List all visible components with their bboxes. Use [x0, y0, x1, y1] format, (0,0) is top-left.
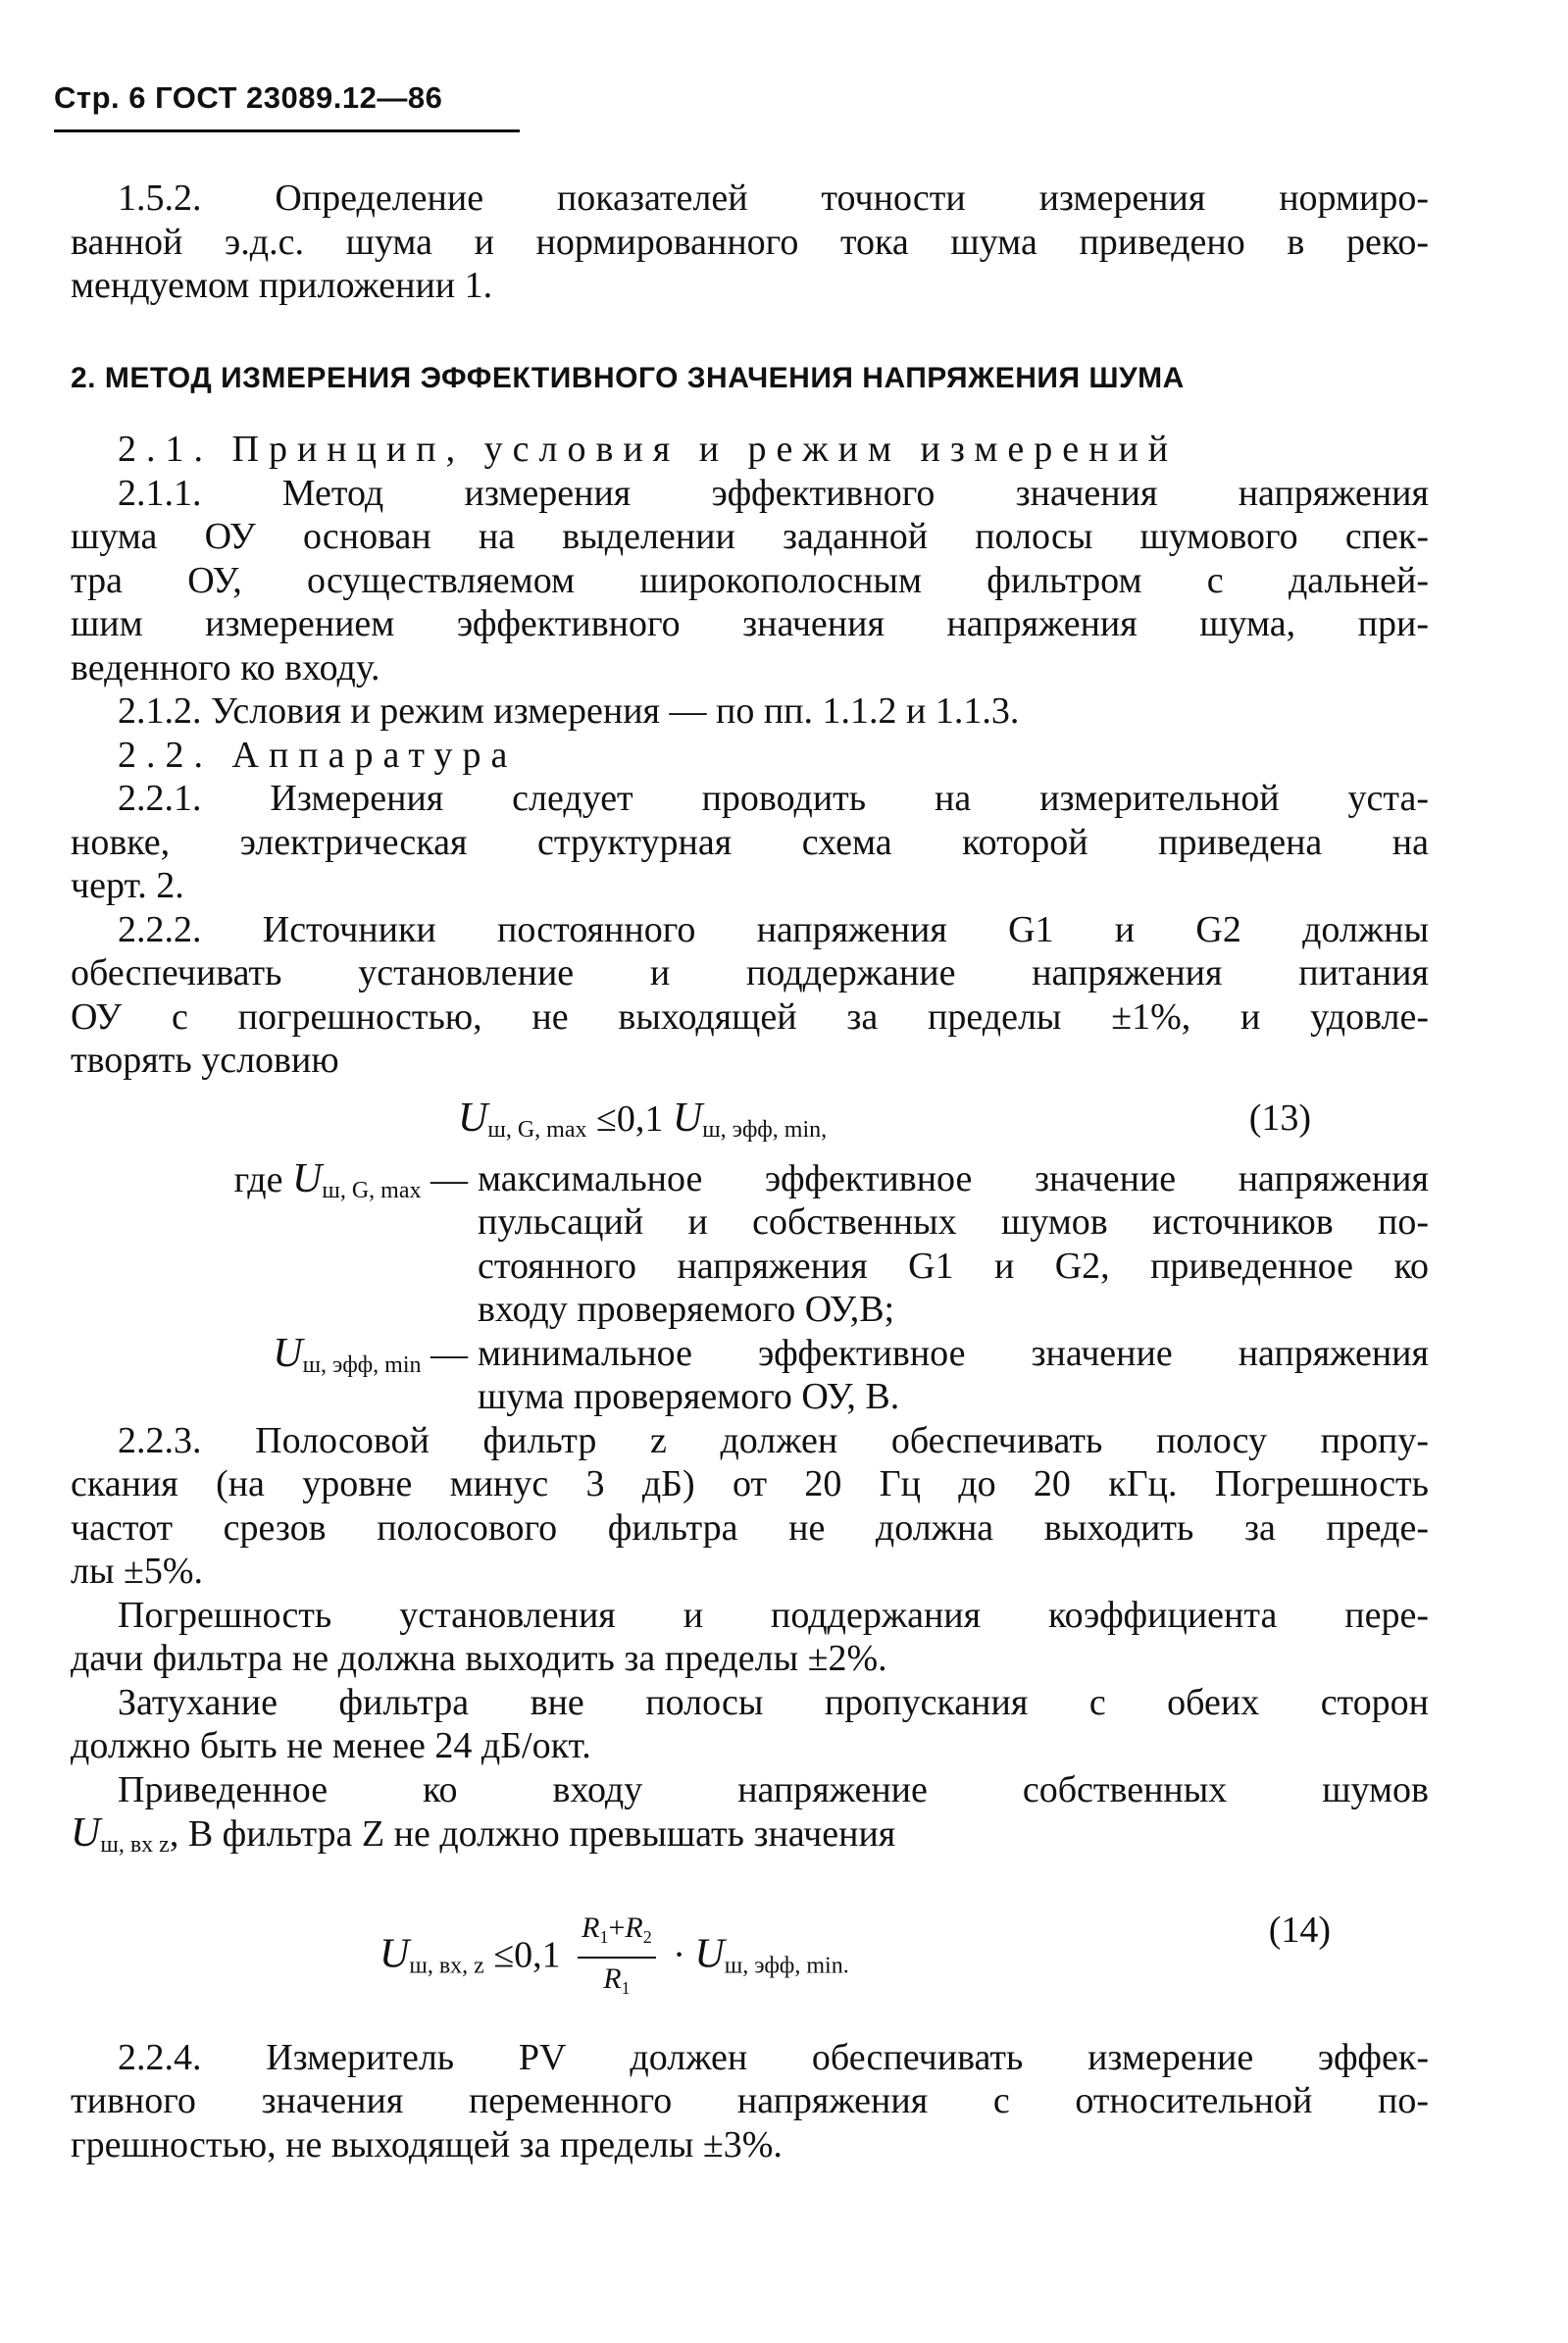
formula-14-expression: $U_{ш, вх, z} \le 0,1$ $\frac{R_1+R_2}{R_1}$ · $U_{ш, эфф, min.}$	[379, 1909, 849, 2009]
p223-line2: скания (на уровне минус 3 дБ) от 20 Гц до 20 кГц. Погрешность	[71, 1463, 1429, 1504]
p224-line1: 2.2.4. Измеритель PV должен обеспечивать измерение эффек-	[118, 2036, 1429, 2078]
p152-line1: 1.5.2. Определение показателей точности измерения нормиро-	[118, 178, 1429, 219]
formula-13	[71, 1091, 1429, 1151]
p-noise-line2: $U_{ш, вх z}$, В фильтра Z не должно превышать значения	[71, 1810, 896, 1858]
p152-line2: ванной э.д.с. шума и нормированного тока шума приведено в реко-	[71, 221, 1429, 263]
definition-2-term: $U_{ш, эфф, min}$ —	[273, 1330, 468, 1378]
p221-line2: новке, электрическая структурная схема которой приведена на	[71, 821, 1429, 863]
p211-line3: тра ОУ, осуществляемом широкополосным фильтром с дальней-	[71, 559, 1429, 601]
formula-13-number: (13)	[1248, 1096, 1311, 1139]
p152-line3: мендуемом приложении 1.	[71, 265, 493, 306]
definition-2-text: минимальное эффективное значение напряжения шума проверяемого ОУ, В.	[478, 1332, 1429, 1417]
definition-1-text: максимальное эффективное значение напряжения пульсаций и собственных шумов источников по- стоянного напряжения G1 и G2, приведенное ко входу проверяемого ОУ,В;	[478, 1157, 1429, 1330]
formula-14-fraction: $\frac{R_1+R_2}{R_1}$	[578, 1909, 656, 2009]
p224-line3: грешностью, не выходящей за пределы ±3%.	[71, 2123, 783, 2165]
p221-line3: черт. 2.	[71, 865, 184, 906]
formula-14-number: (14)	[1268, 1909, 1331, 1951]
p-attenuation-line1: Затухание фильтра вне полосы пропускания с обеих сторон	[118, 1681, 1429, 1723]
page-header: Стр. 6 ГОСТ 23089.12—86	[54, 80, 443, 115]
p223-line3: частот срезов полосового фильтра не должна выходить за преде-	[71, 1506, 1429, 1549]
section-2-title: 2. МЕТОД ИЗМЕРЕНИЯ ЭФФЕКТИВНОГО ЗНАЧЕНИЯ НАПРЯЖЕНИЯ ШУМА	[71, 361, 1185, 394]
p221-line1: 2.2.1. Измерения следует проводить на измерительной уста-	[118, 778, 1429, 819]
p222-line4: творять условию	[71, 1040, 339, 1081]
definition-1	[71, 1157, 1429, 1332]
p223-line1: 2.2.3. Полосовой фильтр z должен обеспечивать полосу пропу-	[118, 1419, 1429, 1461]
p223-line4: лы ±5%.	[71, 1551, 204, 1592]
formula-14	[71, 1891, 1429, 2018]
document-body	[71, 177, 1429, 2166]
header-rule	[54, 129, 520, 132]
p222-line1: 2.2.2. Источники постоянного напряжения G1 и G2 должны	[118, 908, 1429, 950]
p-error-line1: Погрешность установления и поддержания коэффициента пере-	[118, 1594, 1429, 1636]
p211-line1: 2.1.1. Метод измерения эффективного значения напряжения	[118, 472, 1429, 514]
subsection-2-1-title: 2.1. Принцип, условия и режим измерений	[118, 429, 1179, 470]
p211-line5: веденного ко входу.	[71, 646, 380, 688]
definitions-list	[71, 1157, 1429, 1419]
p222-line3: ОУ с погрешностью, не выходящей за пределы ±1%, и удовле-	[71, 995, 1429, 1038]
definition-1-term: где $U_{ш, G, max}$ —	[233, 1155, 468, 1203]
p-attenuation-line2: должно быть не менее 24 дБ/окт.	[71, 1725, 591, 1766]
p212: 2.1.2. Условия и режим измерения — по пп. 1.1.2 и 1.1.3.	[118, 690, 1020, 732]
subsection-2-2-title: 2.2. Аппаратура	[118, 734, 518, 776]
p211-line2: шума ОУ основан на выделении заданной полосы шумового спек-	[71, 516, 1429, 557]
p222-line2: обеспечивать установление и поддержание напряжения питания	[71, 952, 1429, 993]
formula-13-expression: $U_{ш, G, max} \le 0,1$ $U_{ш, эфф, min,}$	[458, 1095, 828, 1143]
p224-line2: тивного значения переменного напряжения с относительной по-	[71, 2080, 1429, 2121]
p-error-line2: дачи фильтра не должна выходить за пределы ±2%.	[71, 1638, 887, 1679]
p-noise-line1: Приведенное ко входу напряжение собственных шумов	[118, 1768, 1429, 1810]
definition-2	[71, 1332, 1429, 1419]
p211-line4: шим измерением эффективного значения напряжения шума, при-	[71, 603, 1429, 644]
